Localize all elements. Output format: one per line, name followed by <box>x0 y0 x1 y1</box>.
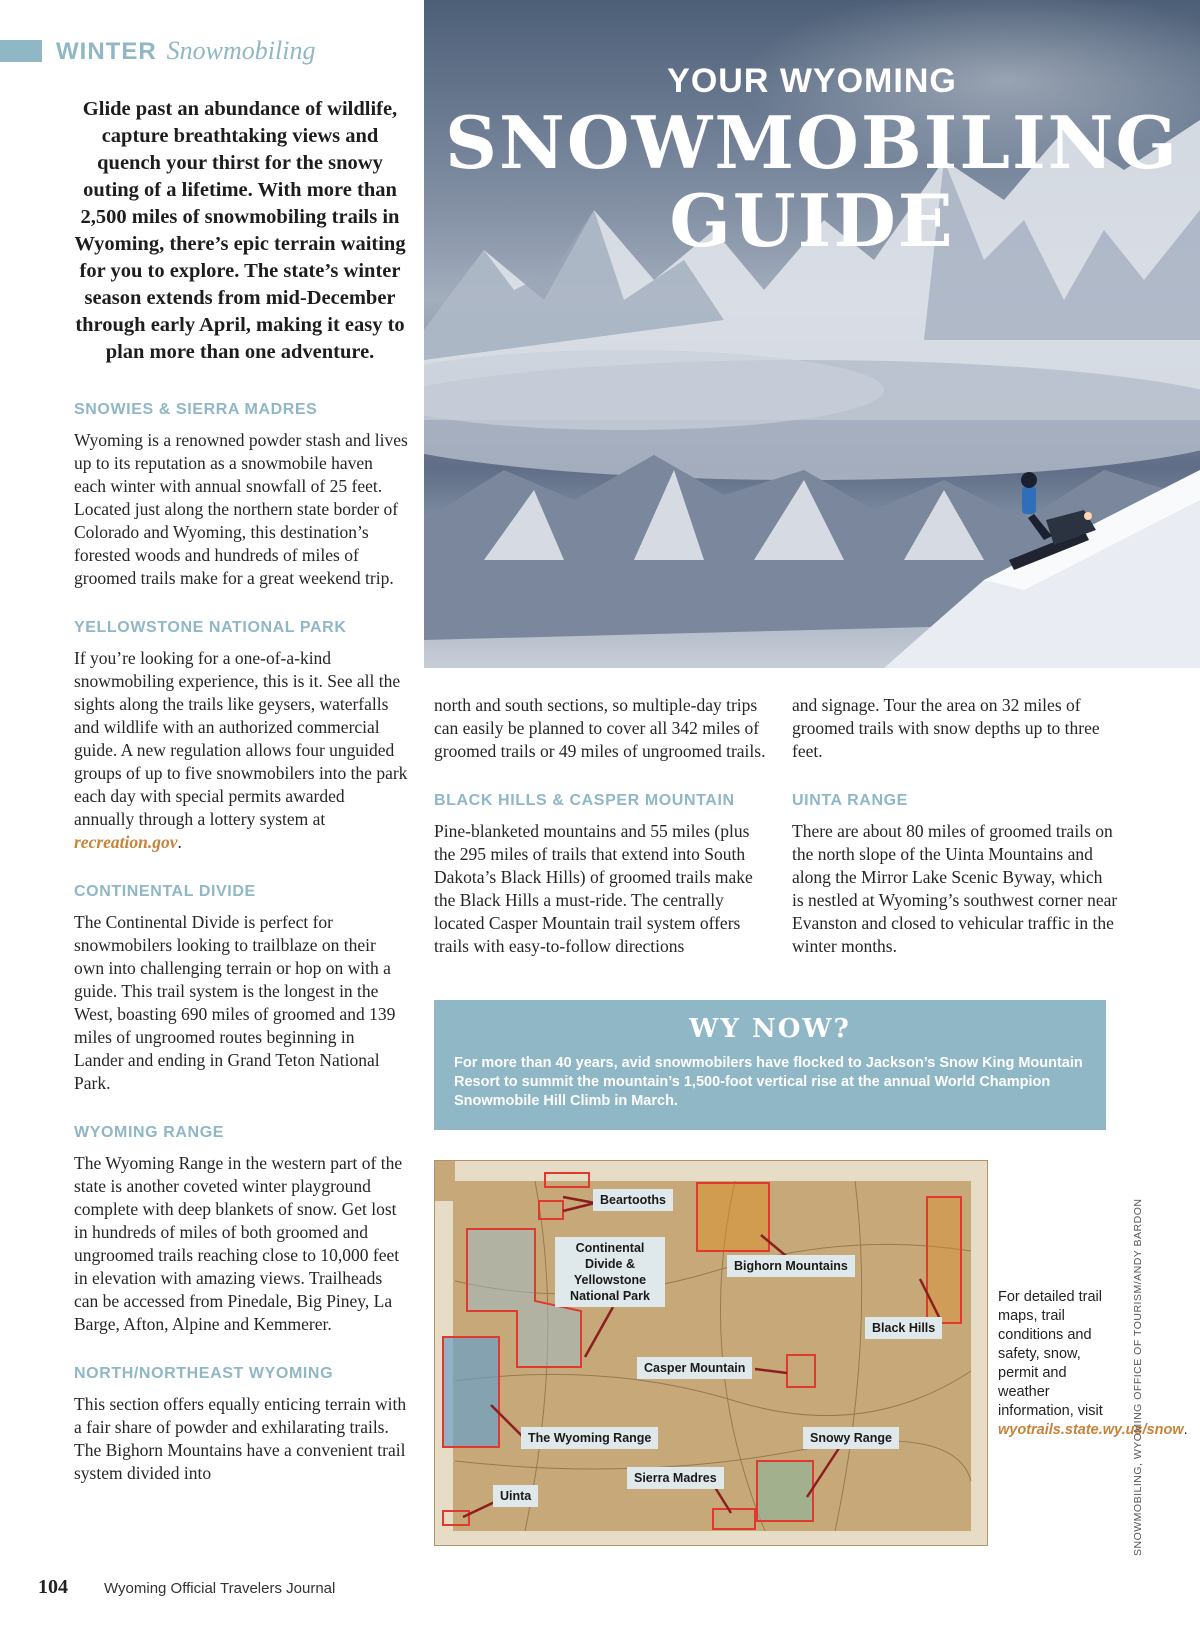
publication-name: Wyoming Official Travelers Journal <box>104 1580 336 1597</box>
map-label-casper: Casper Mountain <box>637 1357 752 1379</box>
wyotrails-link[interactable]: wyotrails.state.wy.us/snow <box>998 1422 1184 1438</box>
map-label-snowy-range: Snowy Range <box>803 1427 899 1449</box>
body-uinta: There are about 80 miles of groomed trails on the north slope of the Uinta Mountains and along the Mirror Lake Scenic Byway, which is nestled at Wyoming’s southwest corner near Evanston and closed to vehicular traffic in the winter months. <box>792 821 1118 956</box>
body-continental: The Continental Divide is perfect for snowmobilers looking to trailblaze on their own into challenging terrain or hop on with a guide. This trail system is the longest in the West, boasting 690 miles of groomed and 139 miles of ungroomed routes beginning in Lander and ending in Grand Teton National Park. <box>74 912 396 1093</box>
heading-uinta: UINTA RANGE <box>792 792 908 809</box>
trail-info-text: For detailed trail maps, trail conditions and safety, snow, permit and weather information, visit <box>998 1289 1103 1419</box>
left-column <box>74 398 408 1511</box>
page-number: 104 <box>38 1576 68 1598</box>
body-north: This section offers equally enticing terrain with a fair share of powder and exhilarating trails. The Bighorn Mountains have a convenient trail system divided into <box>74 1394 407 1483</box>
section-category: WINTER <box>56 38 157 65</box>
map-label-wyoming-range: The Wyoming Range <box>521 1427 658 1449</box>
map-label-sierra-madres: Sierra Madres <box>627 1467 724 1489</box>
map-label-bighorn: Bighorn Mountains <box>727 1255 855 1277</box>
wy-now-body: For more than 40 years, avid snowmobilers have flocked to Jackson’s Snow King Mountain Resort to summit the mountain’s 1,500-foot vertical rise at the annual World Champion Snowmobile Hill Climb in March. <box>454 1055 1083 1109</box>
hero-title-top: YOUR WYOMING <box>667 62 957 100</box>
trail-map <box>434 1160 988 1546</box>
wy-now-callout <box>434 1000 1106 1130</box>
trail-info-note <box>998 1288 1188 1440</box>
heading-wyoming-range: WYOMING RANGE <box>74 1124 225 1141</box>
body-north-continued: north and south sections, so multiple-day trips can easily be planned to cover all 342 miles of groomed trails or 49 miles of ungroomed trails. <box>434 695 766 761</box>
body-snowies: Wyoming is a renowned powder stash and lives up to its reputation as a snowmobile haven each winter with annual snowfall of 25 feet. Located just along the northern state border of Colorado and Wyoming, this destination’s forested woods and hundreds of miles of groomed trails make for a great weekend trip. <box>74 430 408 588</box>
map-label-beartooths: Beartooths <box>593 1189 673 1211</box>
photo-credit: SNOWMOBILING, WYOMING OFFICE OF TOURISM/ANDY BARDON <box>1132 1198 1144 1556</box>
hero-title-guide: GUIDE <box>669 178 955 263</box>
section-subcategory: Snowmobiling <box>166 36 316 65</box>
recreation-gov-link[interactable]: recreation.gov <box>74 832 178 852</box>
right-column <box>792 694 1118 984</box>
heading-north: NORTH/NORTHEAST WYOMING <box>74 1365 334 1382</box>
body-yellowstone-end: . <box>177 832 182 852</box>
trail-info-end: . <box>1183 1422 1188 1438</box>
wy-now-title: WY NOW? <box>689 1014 851 1044</box>
body-black-hills: Pine-blanketed mountains and 55 miles (plus the 295 miles of trails that extend into South Dakota’s Black Hills) of groomed trails make the Black Hills a must-ride. The centrally located Casper Mountain trail system offers trails with easy-to-follow directions <box>434 821 753 956</box>
body-yellowstone-text: If you’re looking for a one-of-a-kind snowmobiling experience, this is it. See all the sights along the trails like geysers, waterfalls and wildlife with an authorized commercial guide. A new regulation allows four unguided groups of up to five snowmobilers into the park each day with special permits awarded annually through a lottery system at <box>74 648 408 829</box>
hero-title-snowmobiling: SNOWMOBILING <box>445 100 1179 185</box>
hero-title-main <box>424 100 1200 263</box>
map-label-uinta: Uinta <box>493 1485 538 1507</box>
heading-snowies: SNOWIES & SIERRA MADRES <box>74 401 318 418</box>
intro-paragraph: Glide past an abundance of wildlife, capture breathtaking views and quench your thirst for the snowy outing of a lifetime. With more than 2,500 miles of snowmobiling trails in Wyoming, there’s epic terrain waiting for you to explore. The state’s winter season extends from mid-December through early April, making it easy to plan more than one adventure. <box>74 98 406 363</box>
body-black-hills-continued: and signage. Tour the area on 32 miles of groomed trails with snow depths up to three feet. <box>792 695 1100 761</box>
body-wyoming-range: The Wyoming Range in the western part of the state is another coveted winter playground complete with deep blankets of snow. Get lost in hundreds of miles of both groomed and ungroomed trails reaching close to 10,000 feet in elevation with amazing views. Trailheads can be accessed from Pinedale, Big Piney, La Barge, Afton, Alpine and Kemmerer. <box>74 1153 403 1334</box>
body-yellowstone <box>74 647 408 854</box>
section-header <box>56 36 315 66</box>
section-color-bar <box>0 40 42 62</box>
map-label-black-hills: Black Hills <box>865 1317 942 1339</box>
heading-continental: CONTINENTAL DIVIDE <box>74 883 256 900</box>
middle-column <box>434 694 770 984</box>
hero-photo <box>424 0 1200 668</box>
heading-black-hills: BLACK HILLS & CASPER MOUNTAIN <box>434 792 735 809</box>
map-label-continental-divide: Continental Divide & Yellowstone National Park <box>555 1237 665 1307</box>
heading-yellowstone: YELLOWSTONE NATIONAL PARK <box>74 619 347 636</box>
